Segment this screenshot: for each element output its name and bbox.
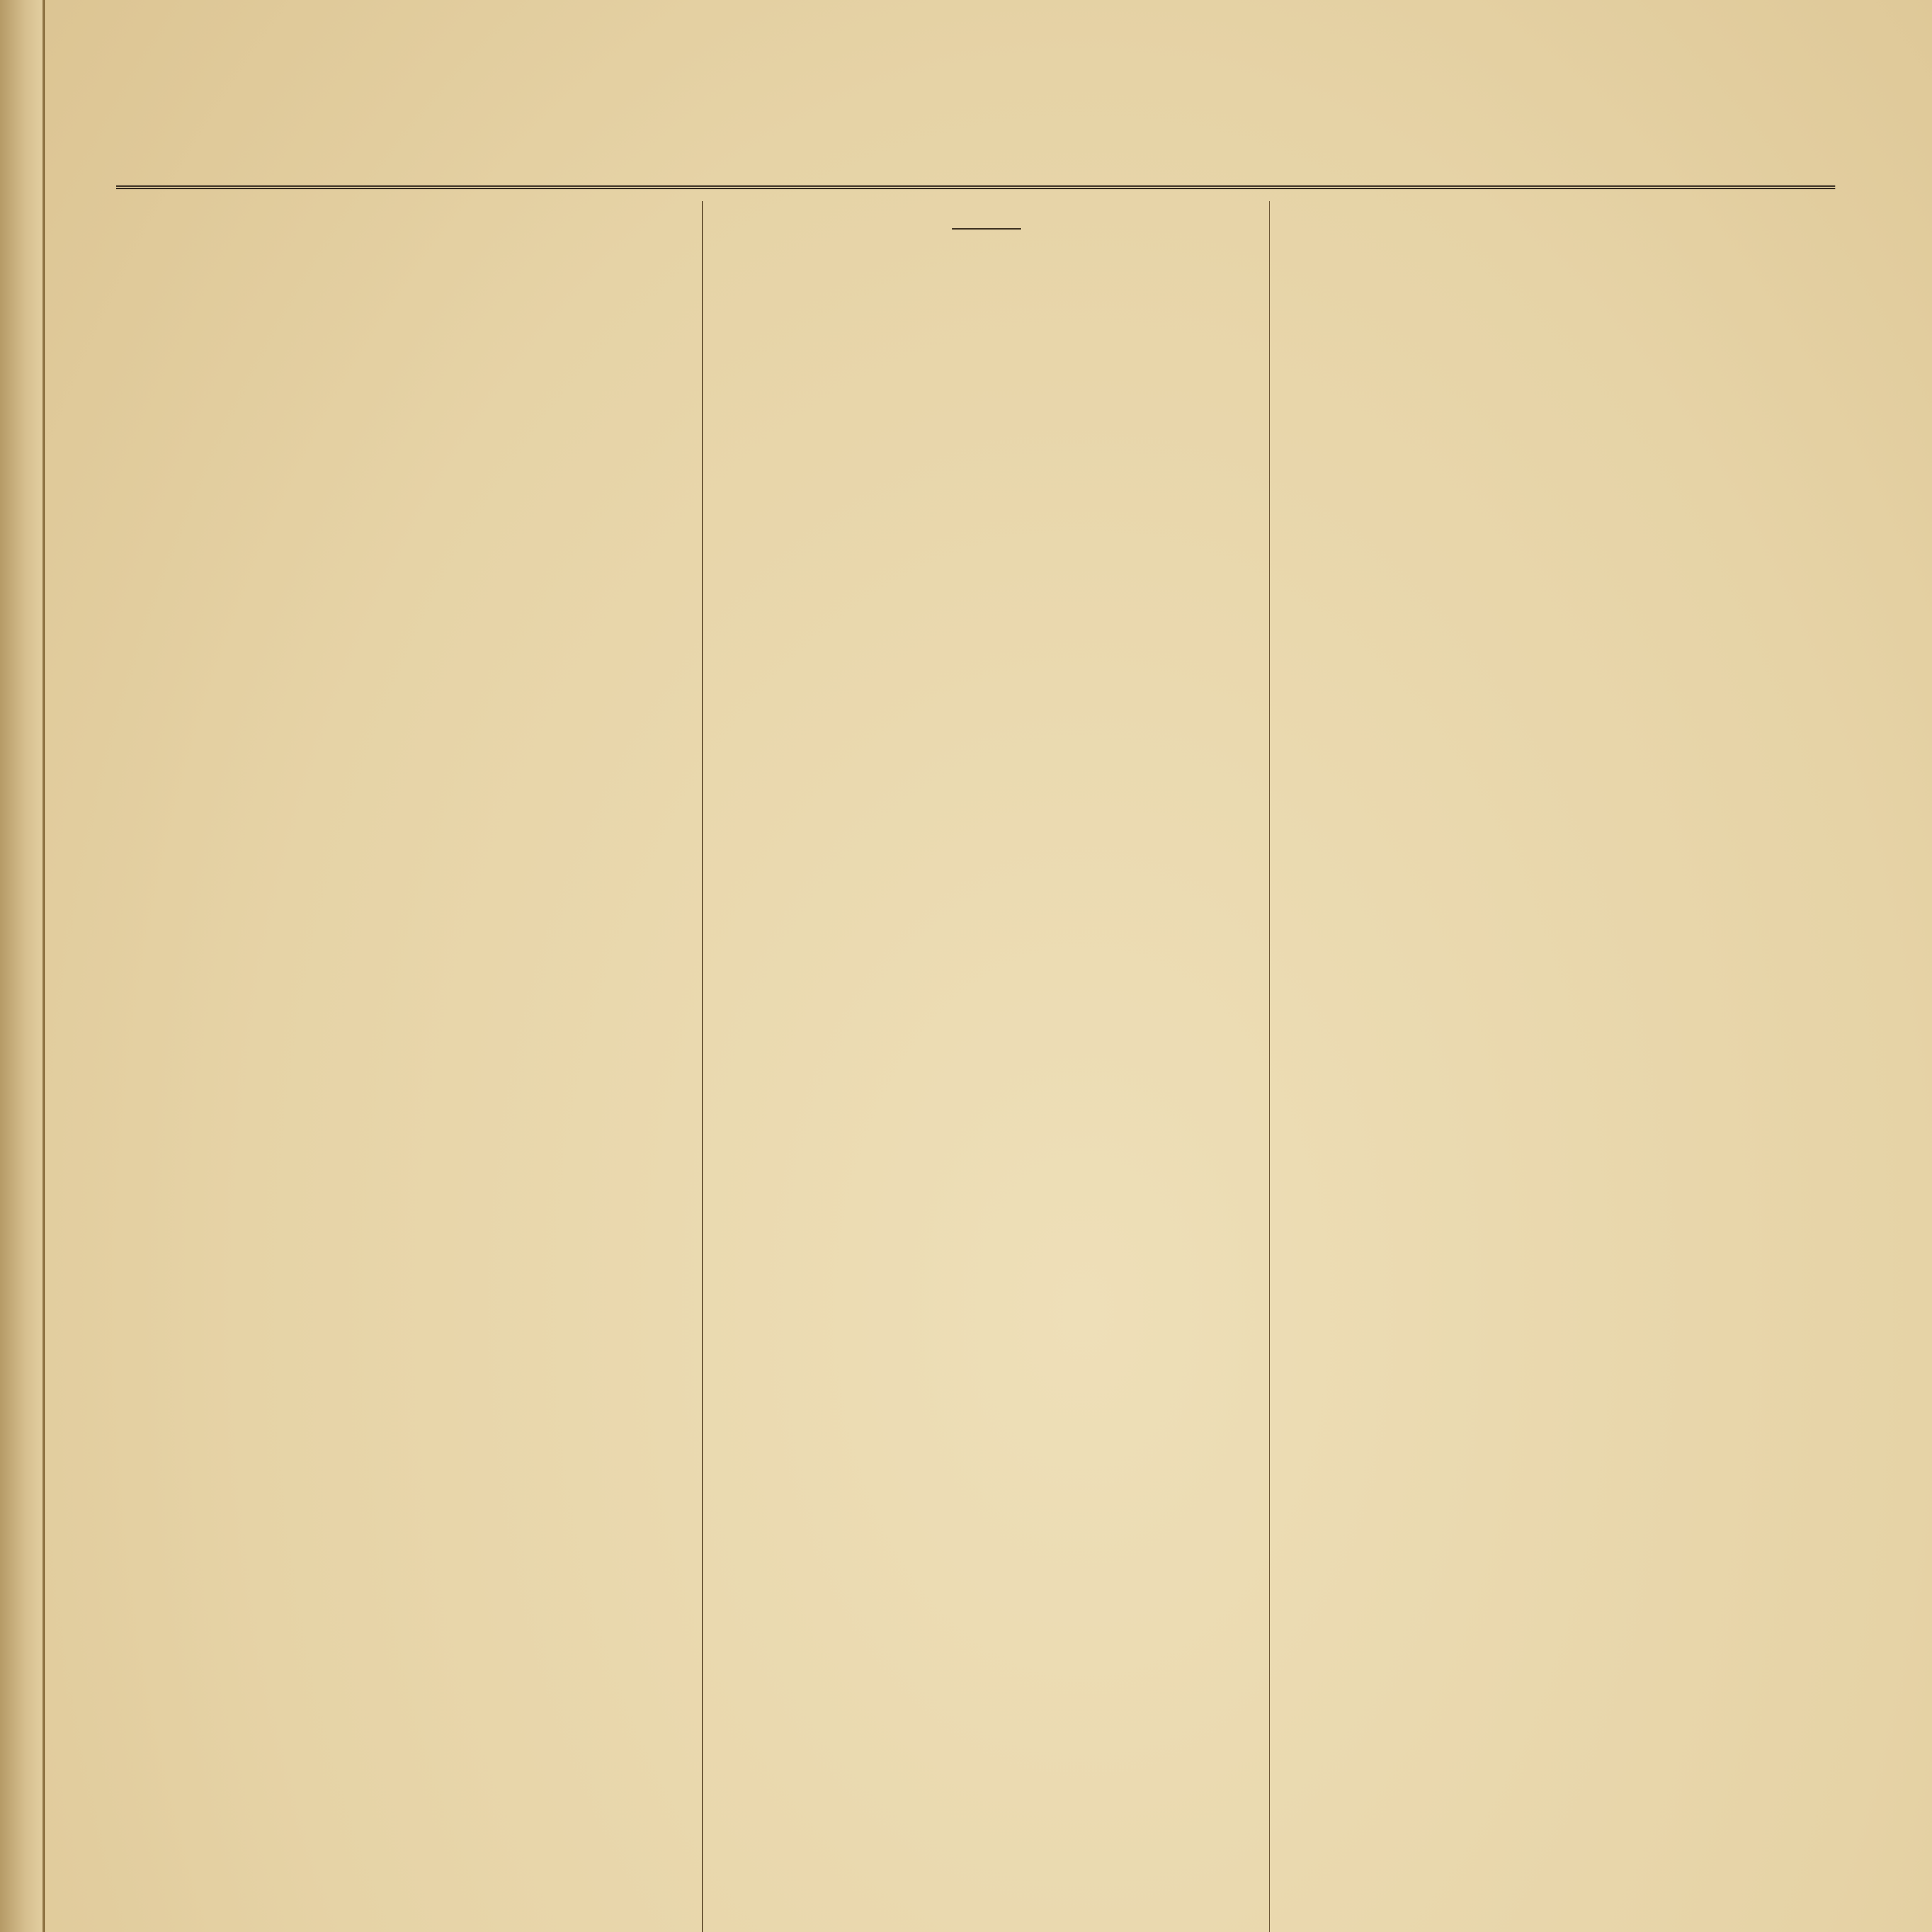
column-2 [714,201,1259,1932]
page-header [116,97,1835,189]
column-divider [702,201,703,1932]
chapter-rule [952,228,1021,230]
text-columns [147,201,1855,1932]
column-3 [1281,201,1826,1932]
column-1 [147,201,692,1932]
column-divider [1269,201,1270,1932]
page-binding-edge [0,0,45,1932]
